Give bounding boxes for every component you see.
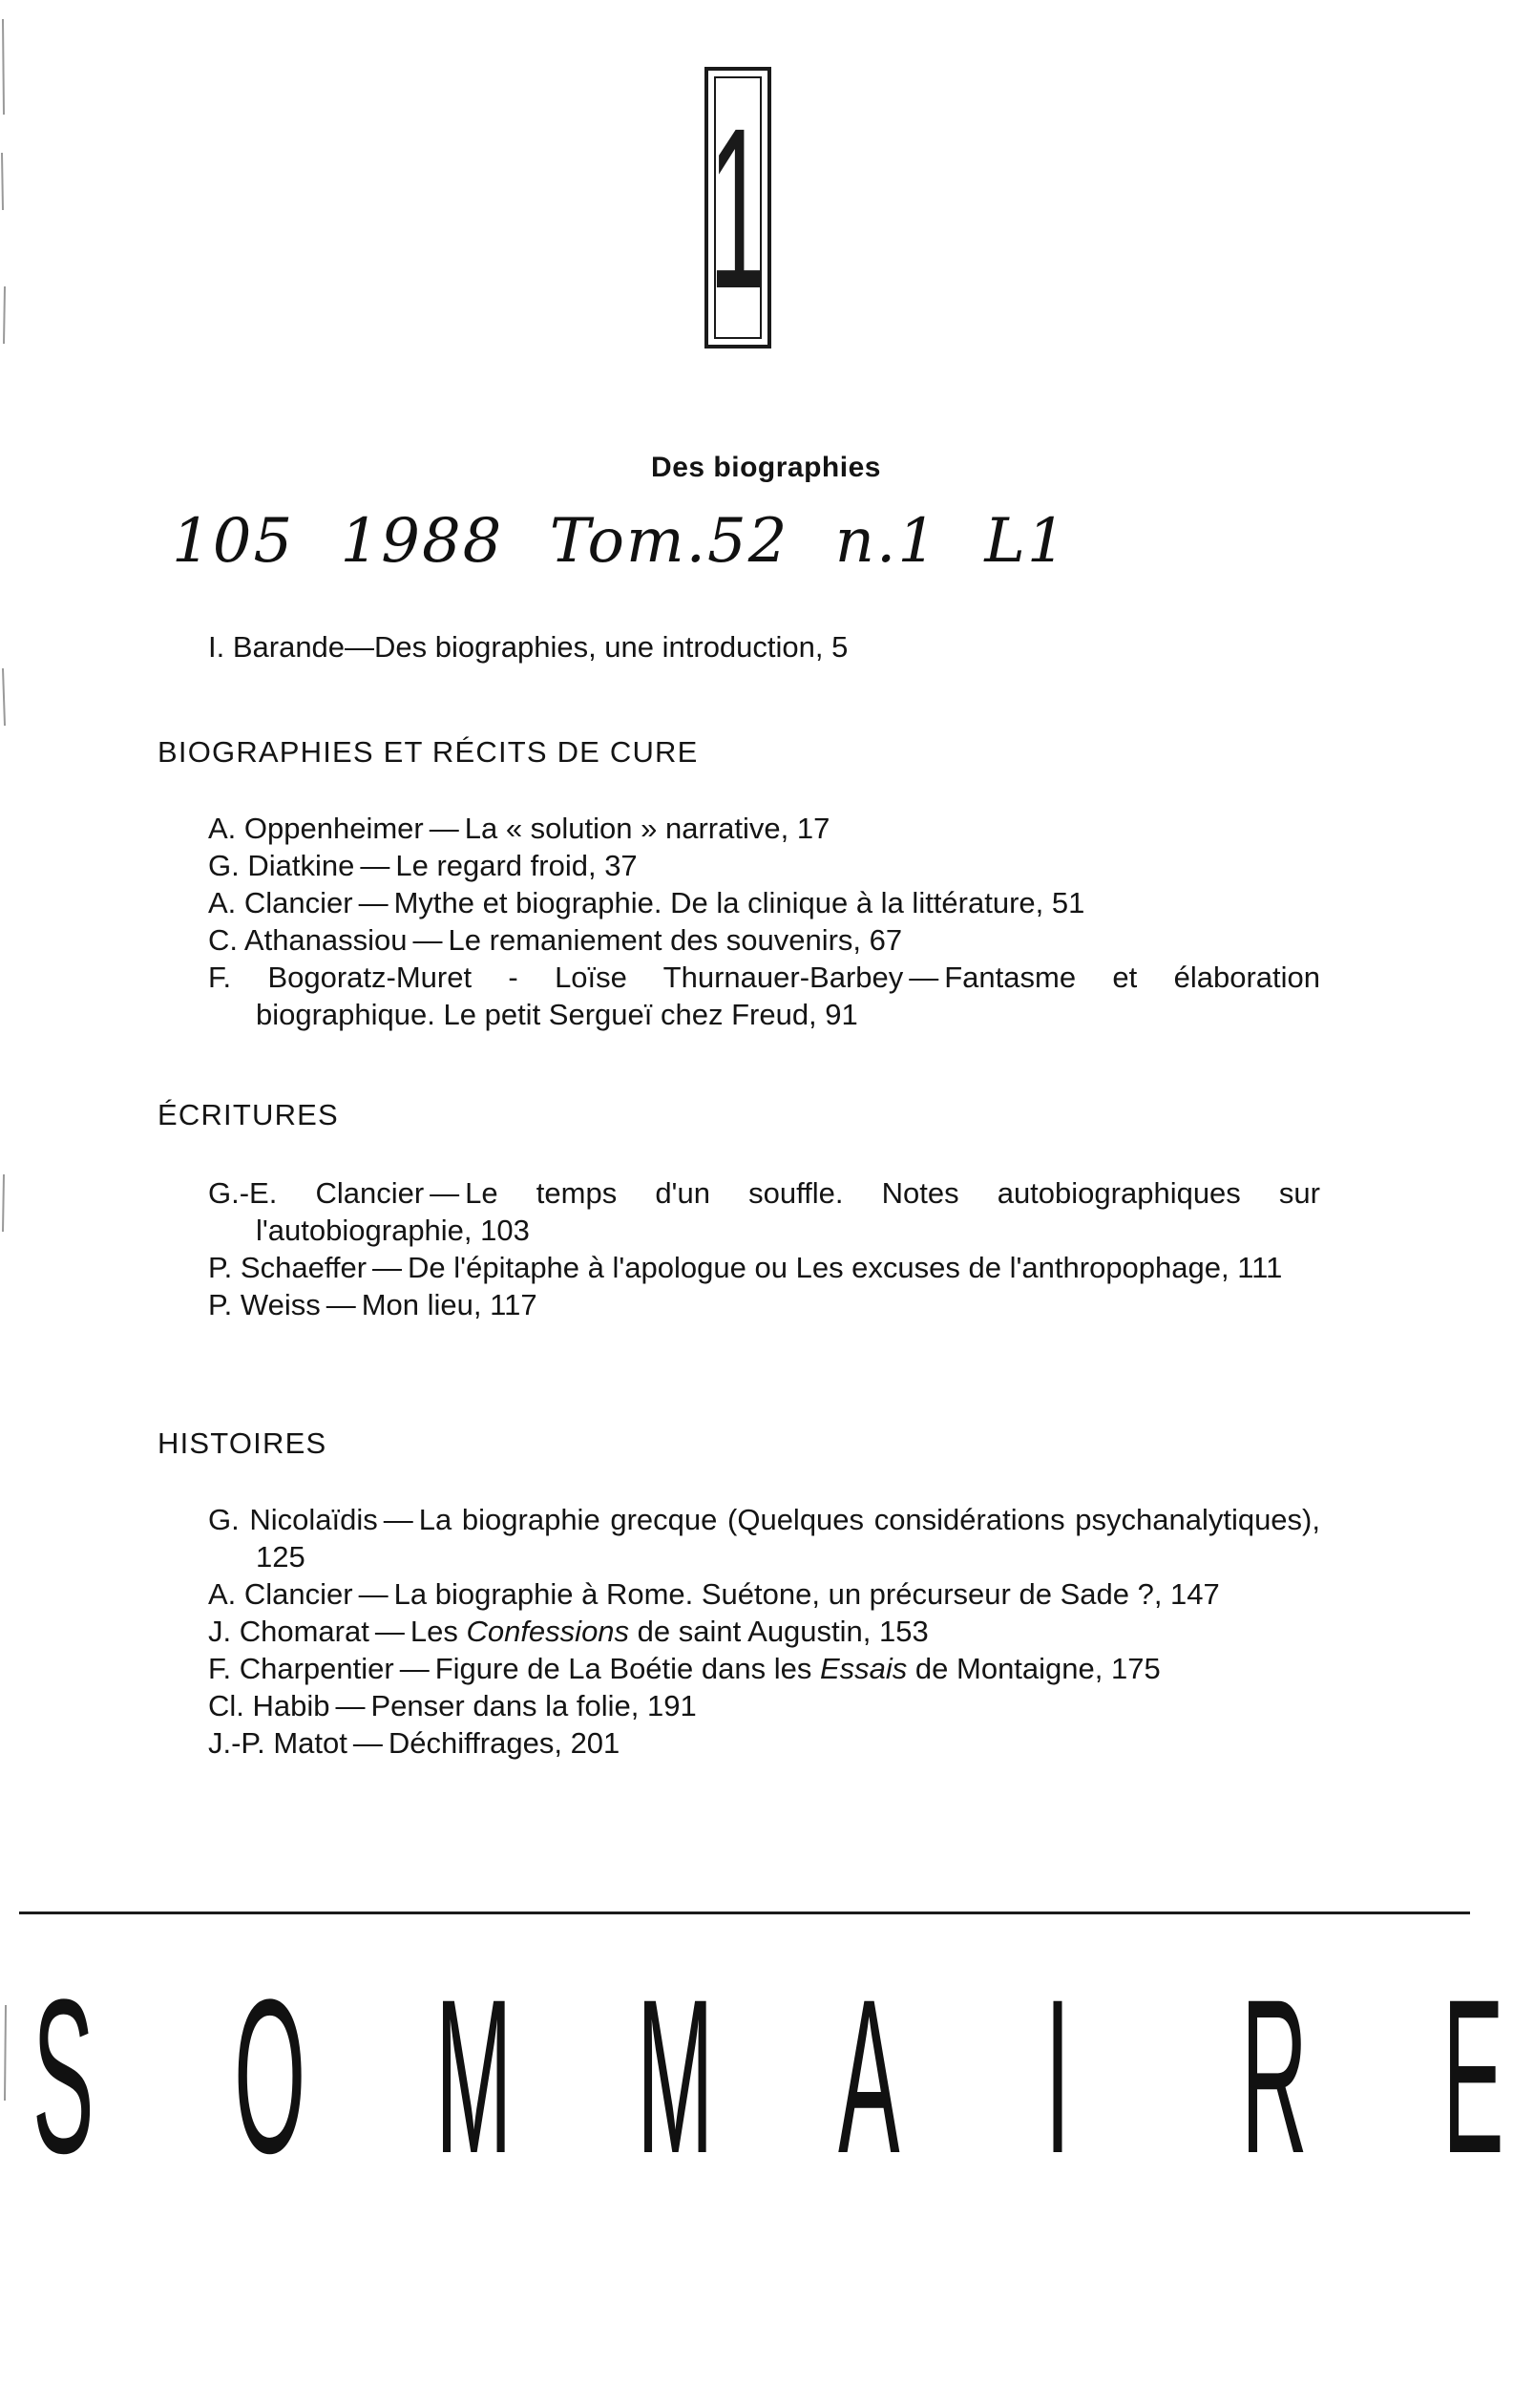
- entry-author: Cl. Habib: [208, 1689, 330, 1722]
- toc-entry: [208, 1249, 1320, 1286]
- toc-entry: [208, 1286, 1320, 1323]
- entry-title: La biographie grecque (Quelques considérations psychanalytiques), 125: [256, 1503, 1320, 1574]
- entry-separator: —: [358, 886, 389, 919]
- entry-author: G. Diatkine: [208, 849, 355, 882]
- entry-separator: —: [399, 1652, 430, 1685]
- toc-entry: [208, 921, 1320, 959]
- toc-entry: [208, 810, 1320, 847]
- entry-author: P. Weiss: [208, 1288, 321, 1321]
- entry-separator: —: [358, 1577, 389, 1611]
- entry-title-pre: Figure de La Boétie dans les: [434, 1652, 820, 1685]
- sommaire-letter: S: [32, 1954, 95, 2199]
- entry-separator: —: [383, 1503, 413, 1536]
- entry-author: J.-P. Matot: [208, 1726, 347, 1760]
- entry-title: Le regard froid, 37: [395, 849, 638, 882]
- entry-title: La « solution » narrative, 17: [464, 812, 830, 845]
- entry-author: G. Nicolaïdis: [208, 1503, 378, 1536]
- sommaire-letter: E: [1442, 1954, 1504, 2199]
- section-heading-ecritures: ÉCRITURES: [158, 1098, 339, 1131]
- footer-divider: [19, 1912, 1470, 1914]
- entry-separator: —: [374, 1615, 405, 1648]
- section-heading-histoires: HISTOIRES: [158, 1426, 327, 1460]
- entry-separator: —: [345, 630, 375, 664]
- sommaire-letter: A: [838, 1954, 900, 2199]
- entry-title: Mythe et biographie. De la clinique à la littérature, 51: [393, 886, 1085, 919]
- section-entries-histoires: [208, 1501, 1320, 1762]
- entry-title: Des biographies, une introduction, 5: [374, 630, 849, 664]
- sommaire-letter: I: [1044, 1954, 1071, 2199]
- toc-entry: [208, 1613, 1320, 1650]
- toc-entry: [208, 959, 1320, 1033]
- entry-title: Le temps d'un souffle. Notes autobiographiques sur l'autobiographie, 103: [256, 1176, 1320, 1247]
- entry-separator: —: [335, 1689, 366, 1722]
- entry-separator: —: [372, 1251, 403, 1284]
- toc-entry: [208, 1174, 1320, 1249]
- entry-title-italic: Essais: [819, 1652, 908, 1685]
- entry-author: C. Athanassiou: [208, 923, 408, 957]
- entry-author: A. Oppenheimer: [208, 812, 424, 845]
- entry-title: Déchiffrages, 201: [388, 1726, 620, 1760]
- issue-title: Des biographies: [651, 452, 881, 483]
- sommaire-letter: M: [637, 1954, 714, 2199]
- sommaire-banner: [0, 1943, 1513, 2210]
- section-entries-ecritures: [208, 1174, 1320, 1323]
- handwritten-annotation: 105 1988 Tom.52 n.1 L1: [172, 506, 1068, 577]
- entry-separator: —: [326, 1288, 356, 1321]
- entry-title: Le remaniement des souvenirs, 67: [448, 923, 903, 957]
- issue-number: 1: [708, 79, 767, 336]
- sommaire-letter: O: [234, 1954, 306, 2199]
- toc-entry: [208, 884, 1320, 921]
- entry-separator: —: [412, 923, 443, 957]
- issue-number-box: [704, 67, 771, 349]
- entry-author: A. Clancier: [208, 886, 353, 919]
- entry-separator: —: [430, 1176, 460, 1210]
- toc-entry: [208, 1650, 1320, 1687]
- toc-entry: [208, 847, 1320, 884]
- entry-title-post: de saint Augustin, 153: [629, 1615, 929, 1648]
- entry-separator: —: [909, 961, 939, 994]
- entry-author: I. Barande: [208, 630, 346, 664]
- entry-author: G.-E. Clancier: [208, 1176, 425, 1210]
- entry-separator: —: [352, 1726, 383, 1760]
- entry-title-italic: Confessions: [466, 1615, 630, 1648]
- entry-title: De l'épitaphe à l'apologue ou Les excuses de l'anthropophage, 111: [408, 1251, 1283, 1284]
- scan-edge-marks: [0, 0, 13, 2408]
- toc-entry: [208, 1687, 1320, 1724]
- entry-title: La biographie à Rome. Suétone, un précurseur de Sade ?, 147: [393, 1577, 1220, 1611]
- entry-title-post: de Montaigne, 175: [907, 1652, 1161, 1685]
- entry-separator: —: [360, 849, 390, 882]
- entry-author: A. Clancier: [208, 1577, 353, 1611]
- section-entries-biographies: [208, 810, 1320, 1033]
- entry-title: Penser dans la folie, 191: [370, 1689, 697, 1722]
- entry-title: Fantasme et élaboration biographique. Le petit Sergueï chez Freud, 91: [256, 961, 1320, 1031]
- sommaire-letter: R: [1241, 1954, 1308, 2199]
- intro-entry: [208, 630, 848, 665]
- entry-author: F. Bogoratz-Muret - Loïse Thurnauer-Barbey: [208, 961, 904, 994]
- toc-entry: [208, 1575, 1320, 1613]
- toc-entry: [208, 1724, 1320, 1762]
- entry-author: J. Chomarat: [208, 1615, 369, 1648]
- entry-title-pre: Les: [410, 1615, 467, 1648]
- entry-author: F. Charpentier: [208, 1652, 394, 1685]
- toc-entry: [208, 1501, 1320, 1575]
- entry-author: P. Schaeffer: [208, 1251, 368, 1284]
- entry-title: Mon lieu, 117: [361, 1288, 537, 1321]
- entry-separator: —: [429, 812, 459, 845]
- sommaire-letter: M: [435, 1954, 513, 2199]
- section-heading-biographies: BIOGRAPHIES ET RÉCITS DE CURE: [158, 735, 699, 769]
